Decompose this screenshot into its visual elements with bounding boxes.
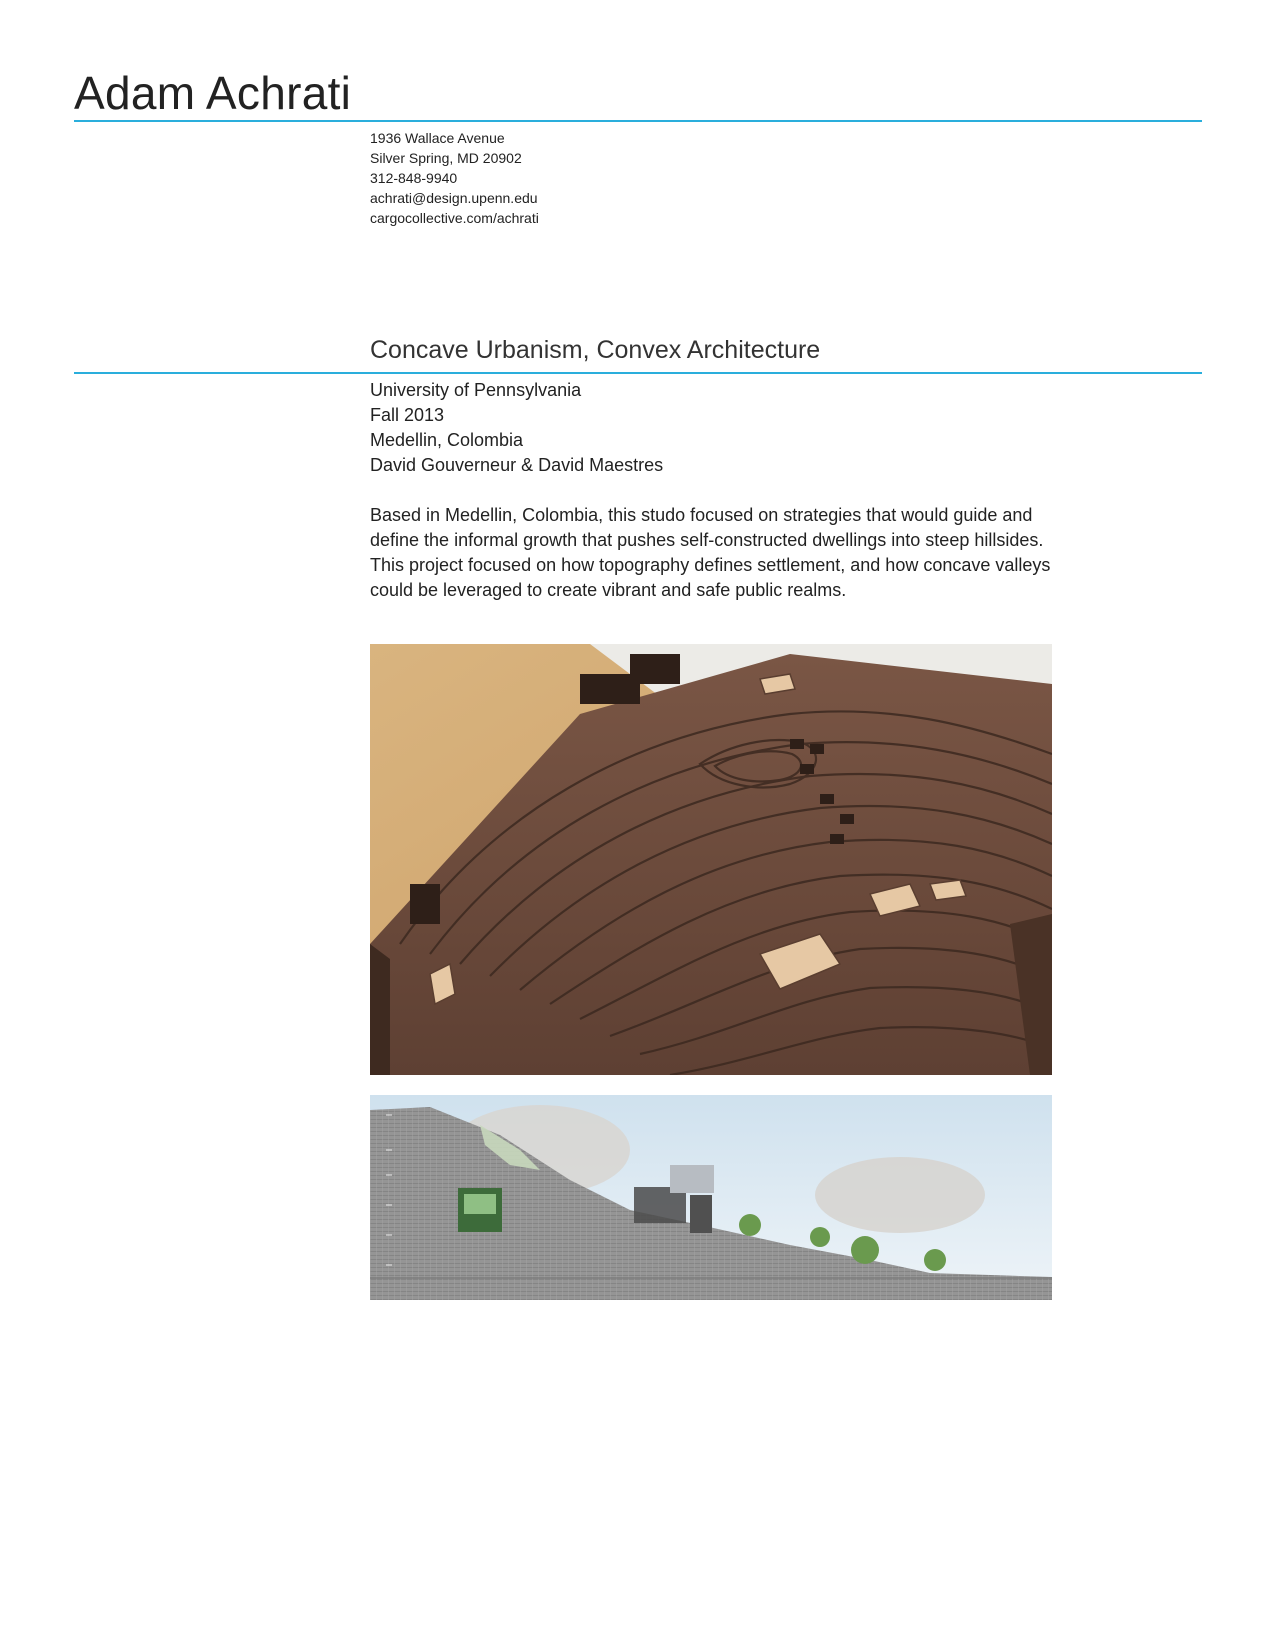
- contact-value: achrati@design.upenn.edu: [370, 190, 538, 206]
- detail-value: Medellin, Colombia: [370, 430, 524, 450]
- contact-value: cargocollective.com/achrati: [370, 210, 539, 226]
- detail-value: David Gouverneur & David Maestres: [370, 455, 664, 475]
- project-rule: [74, 372, 1202, 374]
- project-description: Based in Medellin, Colombia, this studo focused on strategies that would guide and define the informal growth that pushes self-constructed dwellings into steep hillsides. This project focused on how topography defines settlement, and how concave valleys could be leveraged to create vibrant and safe public realms.: [370, 505, 1051, 600]
- contact-value: Silver Spring, MD 20902: [370, 150, 522, 166]
- site-section-drawing: [370, 1095, 1052, 1300]
- project-title: Concave Urbanism, Convex Architecture: [370, 336, 821, 364]
- contact-value: 1936 Wallace Avenue: [370, 130, 505, 146]
- detail-value: Fall 2013: [370, 405, 445, 425]
- contact-value: 312-848-9940: [370, 170, 458, 186]
- topographic-model-photo: [370, 644, 1052, 1075]
- header-rule: [74, 120, 1202, 122]
- detail-value: University of Pennsylvania: [370, 380, 582, 400]
- person-name: Adam Achrati: [74, 67, 352, 119]
